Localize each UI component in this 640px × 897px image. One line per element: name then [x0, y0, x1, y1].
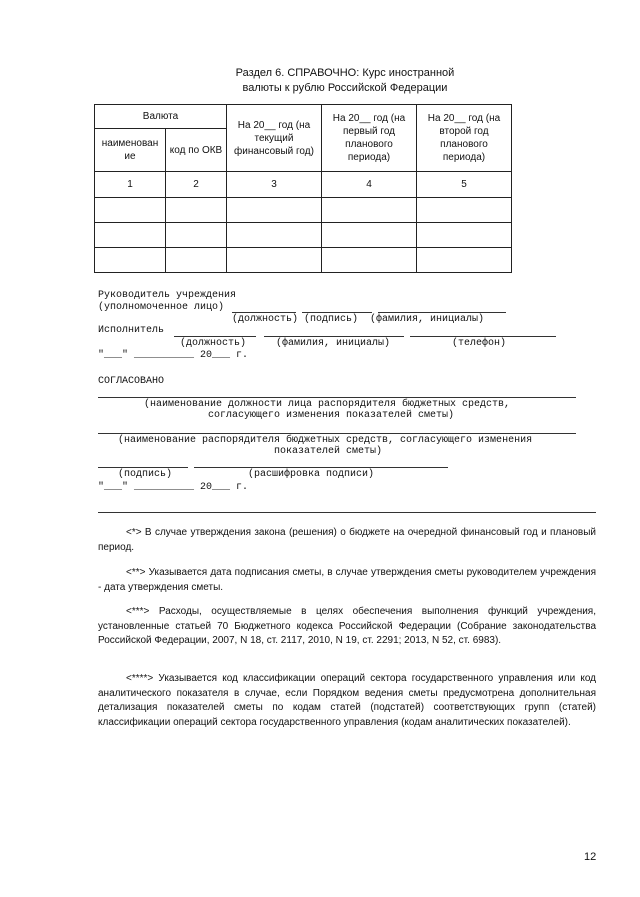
section-title-line2: валюты к рублю Российской Федерации — [242, 82, 448, 94]
agreed-caption2-line2: показателей сметы) — [274, 446, 383, 457]
header-okv: код по ОКВ — [166, 129, 227, 172]
footnote-2 — [98, 566, 596, 595]
footnote-1 — [98, 526, 596, 555]
footnote-separator — [98, 512, 596, 513]
sign-caption: (подпись) — [118, 469, 173, 480]
header-currency: Валюта — [95, 105, 227, 129]
executor-label: Исполнитель — [98, 325, 165, 336]
table-row — [95, 223, 512, 248]
executor-caption-name: (фамилия, инициалы) — [276, 338, 391, 349]
agreed-sign-line — [98, 467, 188, 468]
col-number: 1 — [95, 172, 166, 198]
exchange-rate-table — [94, 104, 512, 273]
head-signature-line — [302, 312, 372, 313]
page-number: 12 — [584, 851, 597, 863]
header-second-plan-year: На 20__ год (на второй год планового периода) — [417, 105, 512, 172]
executor-name-line — [264, 336, 404, 337]
agreed-decode-line — [194, 467, 448, 468]
agreed-position-line — [98, 397, 576, 398]
executor-caption-phone: (телефон) — [452, 338, 507, 349]
footnote-4 — [98, 672, 596, 730]
col-number: 2 — [166, 172, 227, 198]
head-label-line1: Руководитель учреждения — [98, 290, 237, 301]
head-caption: (должность) (подпись) (фамилия, инициалы) — [232, 314, 485, 325]
agreed-org-line — [98, 433, 576, 434]
date-line-1: "___" __________ 20___ г. — [98, 350, 249, 361]
agreed-caption2-line1: (наименование распорядителя бюджетных средств, согласующего изменения — [118, 435, 533, 446]
footnote-3 — [98, 605, 596, 649]
header-first-plan-year: На 20__ год (на первый год планового периода) — [322, 105, 417, 172]
footnote-4-text: <****> Указывается код классификации операций сектора государственного управления или код аналитического показателя в случае, если Порядком ведения сметы предусмотрена дополнительная детализация показателей сметы по кодам статей (подстатей) соответствующих групп (статей) классификации операций сектора государственного управления (кодам аналитических показателей). — [98, 673, 596, 728]
head-name-line — [378, 312, 506, 313]
footnote-3-text: <***> Расходы, осуществляемые в целях обеспечения выполнения функций учреждения, установленные статьей 70 Бюджетного кодекса Российской Федерации (Собрание законодательства Российской Федерации, 2007, N 18, ст. 2117, 2010, N 19, ст. 2291; 2013, N 52, ст. 6983). — [98, 606, 596, 646]
agreed-caption1-line1: (наименование должности лица распорядителя бюджетных средств, — [144, 399, 511, 410]
date-line-2: "___" __________ 20___ г. — [98, 482, 249, 493]
executor-position-line — [174, 336, 256, 337]
agreed-label: СОГЛАСОВАНО — [98, 376, 165, 387]
table-row — [95, 198, 512, 223]
footnote-2-text: <**> Указывается дата подписания сметы, в случае утверждения сметы руководителем учреждения - дата утверждения сметы. — [98, 567, 596, 593]
col-number: 4 — [322, 172, 417, 198]
executor-phone-line — [410, 336, 556, 337]
header-name: наименован ие — [95, 129, 166, 172]
agreed-caption1-line2: согласующего изменения показателей сметы) — [208, 410, 455, 421]
header-current-year: На 20__ год (на текущий финансовый год) — [227, 105, 322, 172]
footnote-1-text: <*> В случае утверждения закона (решения) о бюджете на очередной финансовый год и плановый период. — [98, 527, 596, 553]
decode-caption: (расшифровка подписи) — [248, 469, 375, 480]
executor-caption-position: (должность) — [180, 338, 247, 349]
col-number: 5 — [417, 172, 512, 198]
head-position-line — [232, 312, 296, 313]
table-row — [95, 248, 512, 273]
head-label-line2: (уполномоченное лицо) — [98, 302, 225, 313]
section-title-line1: Раздел 6. СПРАВОЧНО: Курс иностранной — [235, 67, 455, 79]
col-number: 3 — [227, 172, 322, 198]
